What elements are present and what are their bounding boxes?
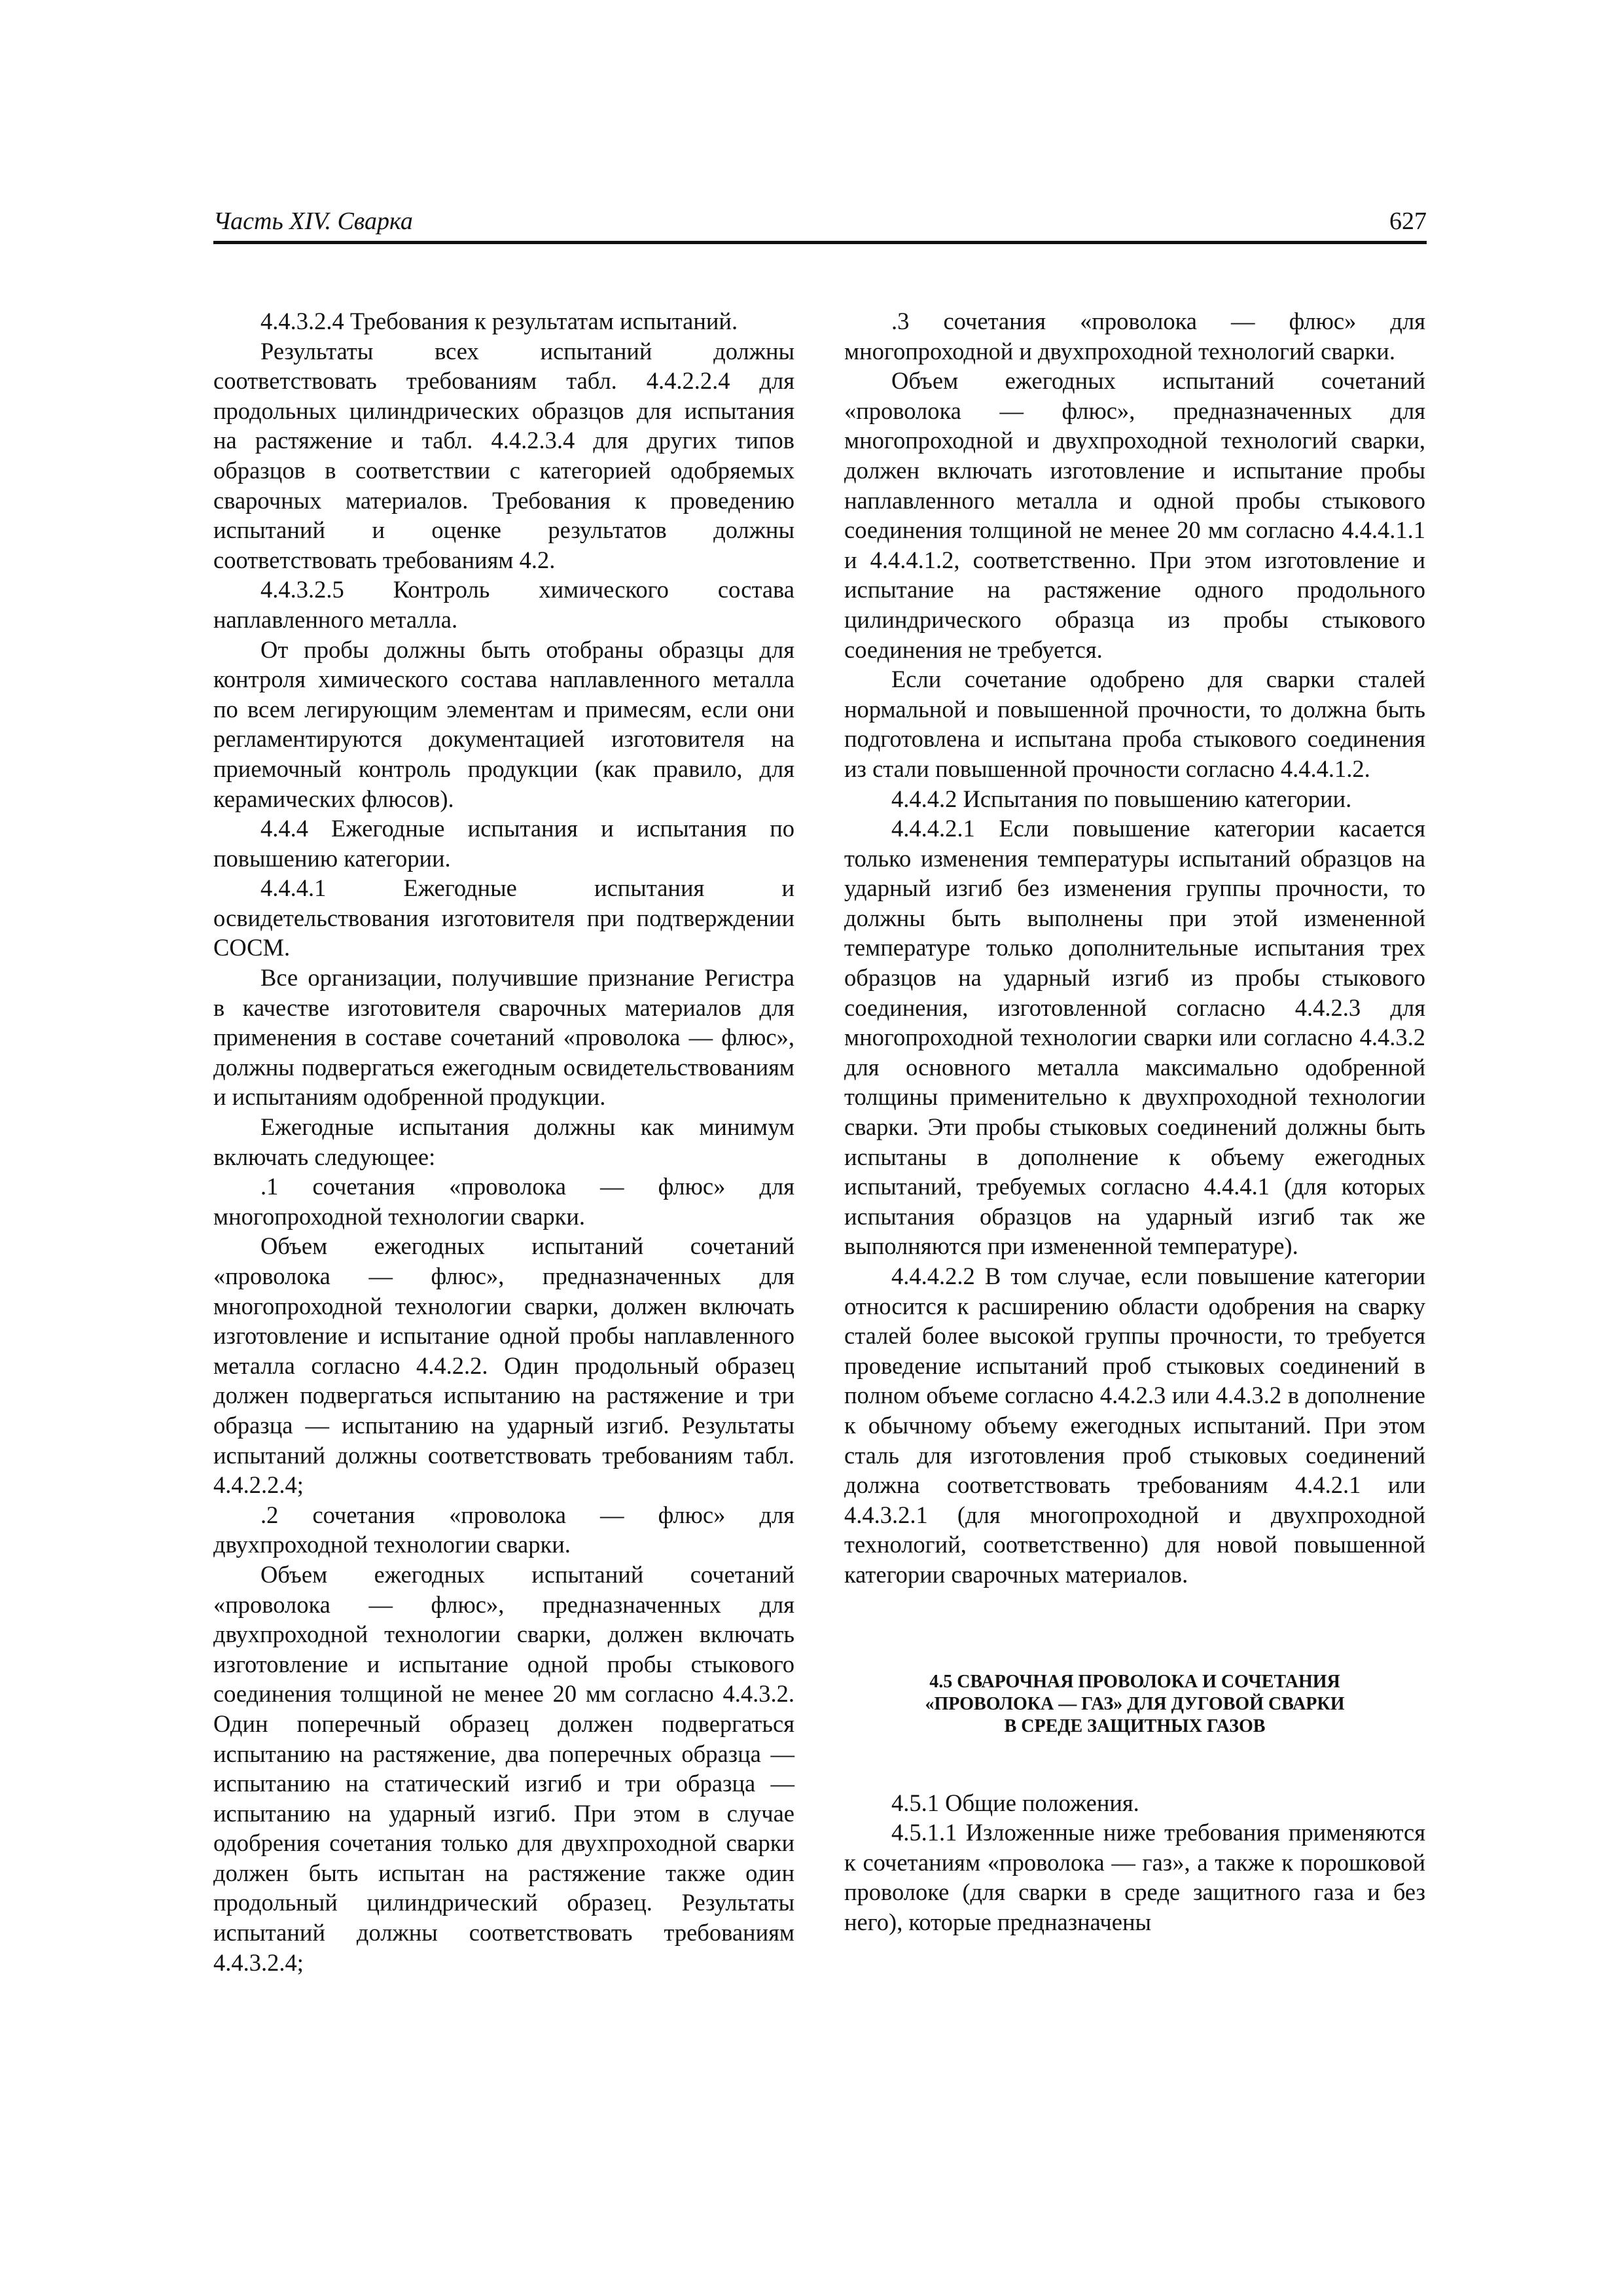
section-heading xyxy=(844,1671,1425,1738)
section-heading-line: В СРЕДЕ ЗАЩИТНЫХ ГАЗОВ xyxy=(1004,1715,1266,1736)
paragraph: Если сочетание одобрено для сварки сталей нормальной и повышенной прочности, то должна быть подготовлена и испытана проба стыкового соединения из стали повышенной прочности согласно 4.4.4.1.2. xyxy=(844,666,1425,782)
paragraph: .3 сочетания «проволока — флюс» для многопроходной и двухпроходной технологий сварки. xyxy=(844,308,1425,365)
page-number: 627 xyxy=(1389,207,1427,235)
paragraph: .2 сочетания «проволока — флюс» для двухпроходной технологии сварки. xyxy=(213,1501,794,1558)
right-column xyxy=(844,306,1425,1937)
paragraph: 4.4.3.2.5 Контроль химического состава наплавленного металла. xyxy=(213,576,794,633)
paragraph: 4.4.4.1 Ежегодные испытания и освидетельствования изготовителя при подтверждении СОСМ. xyxy=(213,874,794,961)
section-heading-line: 4.5 СВАРОЧНАЯ ПРОВОЛОКА И СОЧЕТАНИЯ xyxy=(929,1671,1340,1692)
left-column xyxy=(213,306,794,1977)
paragraph: 4.5.1.1 Изложенные ниже требования применяются к сочетаниям «проволока — газ», а также к порошковой проволоке (для сварки в среде защитного газа и без него), которые предназначены xyxy=(844,1819,1425,1935)
paragraph: Все организации, получившие признание Регистра в качестве изготовителя сварочных материалов для применения в составе сочетаний «проволока — флюс», должны подвергаться ежегодным освидетельствованиям и испытаниям одобренной продукции. xyxy=(213,964,794,1111)
paragraph: 4.4.4 Ежегодные испытания и испытания по повышению категории. xyxy=(213,815,794,872)
paragraph: .1 сочетания «проволока — флюс» для многопроходной технологии сварки. xyxy=(213,1173,794,1230)
paragraph: Ежегодные испытания должны как минимум включать следующее: xyxy=(213,1113,794,1170)
paragraph: 4.4.4.2 Испытания по повышению категории. xyxy=(891,785,1352,812)
page-header xyxy=(213,196,1427,244)
paragraph: Объем ежегодных испытаний сочетаний «проволока — флюс», предназначенных для многопроходной технологии сварки, должен включать изготовление и испытание одной пробы наплавленного металла согласно 4.4.2.2. Один продольный образец должен подвергаться испытанию на растяжение и три образца — испытанию на ударный изгиб. Результаты испытаний должны соответствовать требованиям табл. 4.4.2.2.4; xyxy=(213,1232,794,1499)
header-title: Часть XIV. Сварка xyxy=(213,207,413,235)
paragraph: 4.4.3.2.4 Требования к результатам испытаний. xyxy=(260,308,738,334)
paragraph: 4.4.4.2.2 В том случае, если повышение категории относится к расширению области одобрения на сварку сталей более высокой группы прочности, то требуется проведение испытаний проб стыковых соединений в полном объеме согласно 4.4.2.3 или 4.4.3.2 в дополнение к обычному объему ежегодных испытаний. При этом сталь для изготовления проб стыковых соединений должна соответствовать требованиям 4.4.2.1 или 4.4.3.2.1 (для многопроходной и двухпроходной технологий, соответственно) для новой повышенной категории сварочных материалов. xyxy=(844,1263,1425,1588)
paragraph: 4.5.1 Общие положения. xyxy=(891,1789,1139,1816)
paragraph: Объем ежегодных испытаний сочетаний «проволока — флюс», предназначенных для двухпроходной технологии сварки, должен включать изготовление и испытание одной пробы стыкового соединения толщиной не менее 20 мм согласно 4.4.3.2. Один поперечный образец должен подвергаться испытанию на растяжение, два поперечных образца — испытанию на статический изгиб и три образца — испытанию на ударный изгиб. При этом в случае одобрения сочетания только для двухпроходной сварки должен быть испытан на растяжение также один продольный цилиндрический образец. Результаты испытаний должны соответствовать требованиям 4.4.3.2.4; xyxy=(213,1560,794,1976)
paragraph: Объем ежегодных испытаний сочетаний «проволока — флюс», предназначенных для многопроходной и двухпроходной технологий сварки, должен включать изготовление и испытание пробы наплавленного металла и одной пробы стыкового соединения толщиной не менее 20 мм согласно 4.4.4.1.1 и 4.4.4.1.2, соответственно. При этом изготовление и испытание на растяжение одного продольного цилиндрического образца из пробы стыкового соединения не требуется. xyxy=(844,367,1425,663)
paragraph: Результаты всех испытаний должны соответствовать требованиям табл. 4.4.2.2.4 для продольных цилиндрических образцов для испытания на растяжение и табл. 4.4.2.3.4 для других типов образцов в соответствии с категорией одобряемых сварочных материалов. Требования к проведению испытаний и оценке результатов должны соответствовать требованиям 4.2. xyxy=(213,337,794,573)
paragraph: От пробы должны быть отобраны образцы для контроля химического состава наплавленного металла по всем легирующим элементам и примесям, если они регламентируются документацией изготовителя на приемочный контроль продукции (как правило, для керамических флюсов). xyxy=(213,636,794,812)
paragraph: 4.4.4.2.1 Если повышение категории касается только изменения температуры испытаний образцов на ударный изгиб без изменения группы прочности, то должны быть выполнены при этой измененной температуре только дополнительные испытания трех образцов на ударный изгиб из пробы стыкового соединения, изготовленной согласно 4.4.2.3 для многопроходной технологии сварки или согласно 4.4.3.2 для основного металла максимально одобренной толщины применительно к двухпроходной технологии сварки. Эти пробы стыковых соединений должны быть испытаны в дополнение к объему ежегодных испытаний, требуемых согласно 4.4.4.1 (для которых испытания образцов на ударный изгиб так же выполняются при измененной температуре). xyxy=(844,815,1425,1260)
section-heading-line: «ПРОВОЛОКА — ГАЗ» ДЛЯ ДУГОВОЙ СВАРКИ xyxy=(925,1693,1345,1714)
